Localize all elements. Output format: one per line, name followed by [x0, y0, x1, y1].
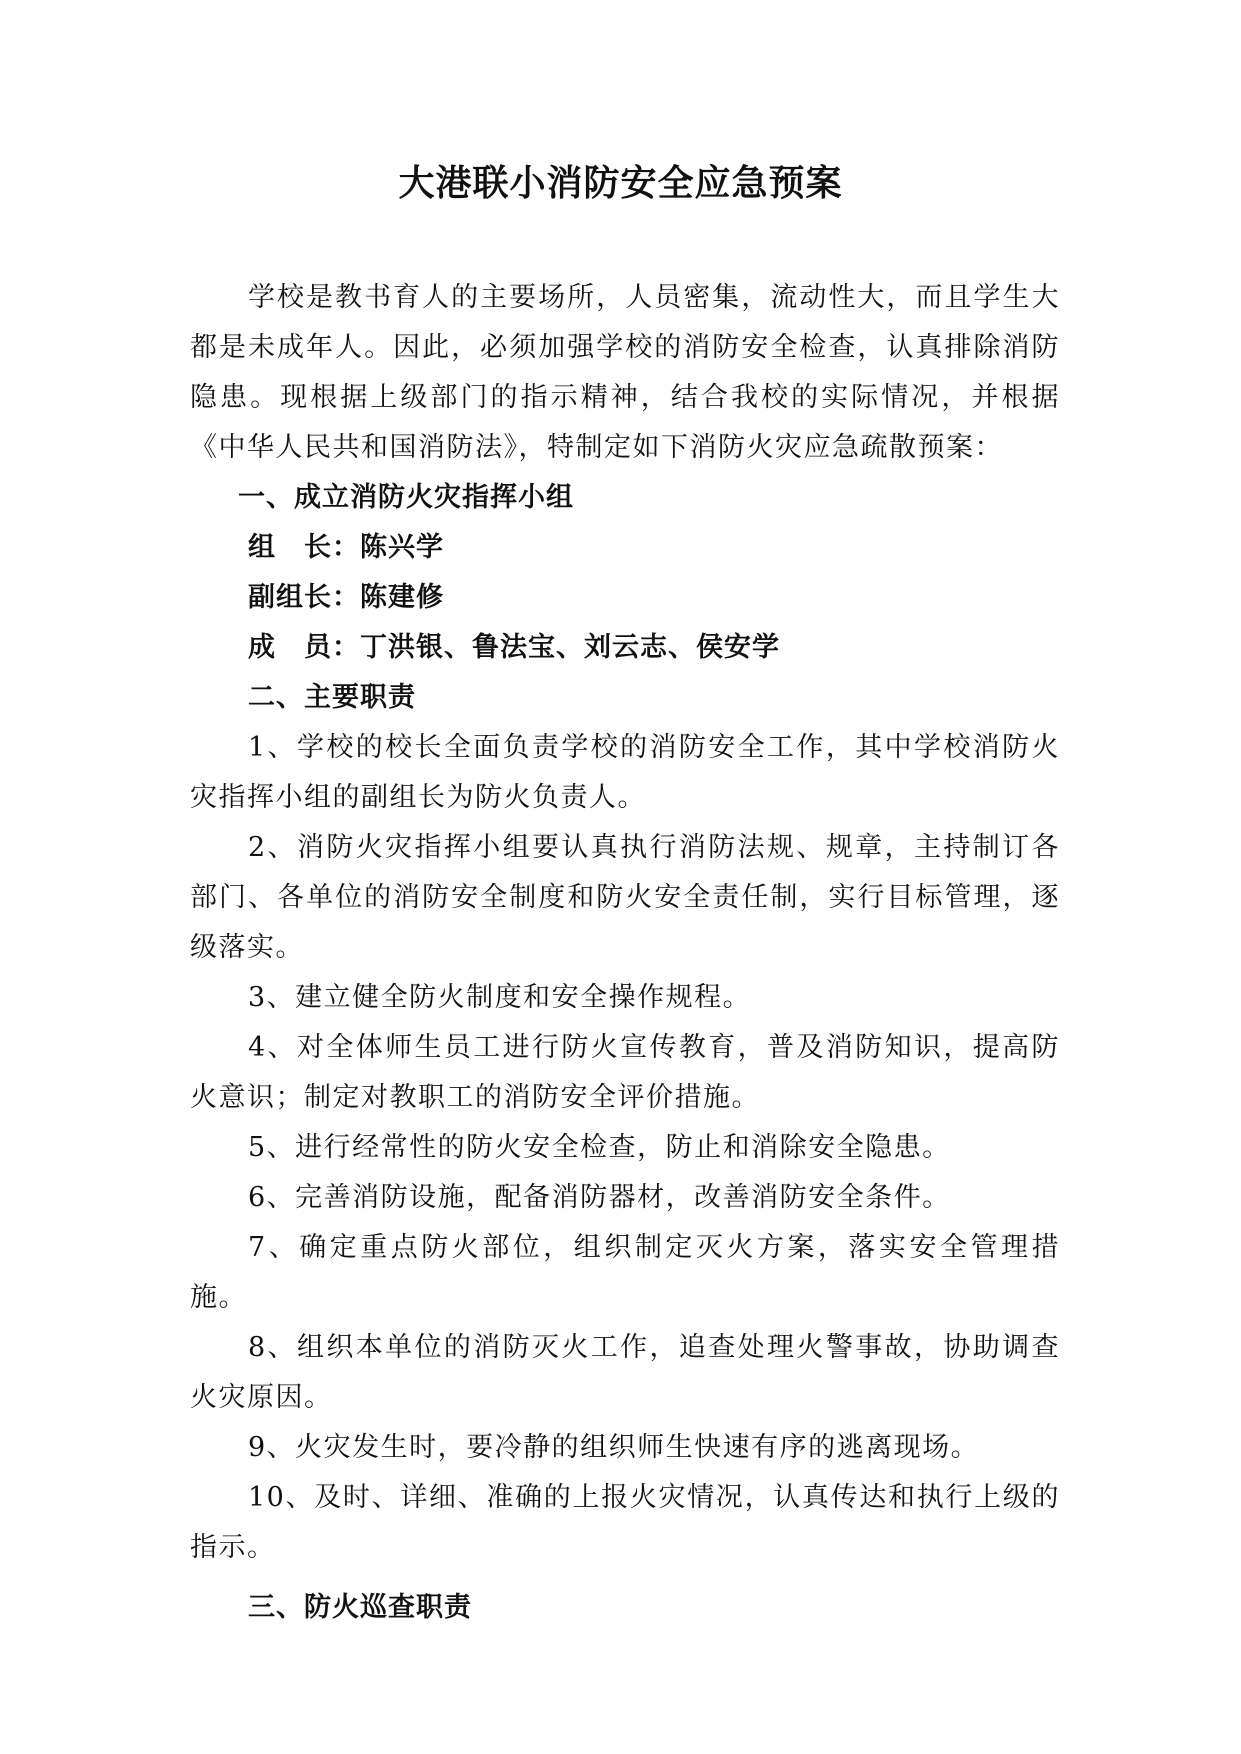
leader-line: 组 长：陈兴学	[248, 532, 444, 563]
duty-item: 10、及时、详细、准确的上报火灾情况，认真传达和执行上级的指示。	[190, 1482, 1060, 1563]
document-title: 大港联小消防安全应急预案	[398, 163, 843, 204]
members-line: 成 员：丁洪银、鲁法宝、刘云志、侯安学	[248, 632, 780, 663]
duty-item: 5、进行经常性的防火安全检查，防止和消除安全隐患。	[248, 1132, 951, 1163]
duty-item: 1、学校的校长全面负责学校的消防安全工作，其中学校消防火灾指挥小组的副组长为防火负责人。	[190, 732, 1060, 813]
intro-paragraph: 学校是教书育人的主要场所，人员密集，流动性大，而且学生大都是未成年人。因此，必须加强学校的消防安全检查，认真排除消防隐患。现根据上级部门的指示精神，结合我校的实际情况，并根据《中华人民共和国消防法》，特制定如下消防火灾应急疏散预案：	[190, 282, 1060, 463]
deputy-line: 副组长：陈建修	[248, 582, 444, 613]
duty-item: 7、确定重点防火部位，组织制定灭火方案，落实安全管理措施。	[190, 1232, 1060, 1313]
section-1-heading: 一、成立消防火灾指挥小组	[238, 482, 574, 513]
duty-item: 4、对全体师生员工进行防火宣传教育，普及消防知识，提高防火意识；制定对教职工的消防安全评价措施。	[190, 1032, 1060, 1113]
duty-item: 8、组织本单位的消防灭火工作，追查处理火警事故，协助调查火灾原因。	[190, 1332, 1060, 1413]
section-3-heading: 三、防火巡查职责	[248, 1592, 472, 1623]
section-2-heading: 二、主要职责	[248, 682, 416, 713]
duty-item: 6、完善消防设施，配备消防器材，改善消防安全条件。	[248, 1182, 951, 1213]
duty-item: 3、建立健全防火制度和安全操作规程。	[248, 982, 752, 1013]
duty-item: 2、消防火灾指挥小组要认真执行消防法规、规章，主持制订各部门、各单位的消防安全制度和防火安全责任制，实行目标管理，逐级落实。	[190, 832, 1060, 963]
document-body	[190, 273, 1060, 1633]
duty-item: 9、火灾发生时，要冷静的组织师生快速有序的逃离现场。	[248, 1432, 980, 1463]
